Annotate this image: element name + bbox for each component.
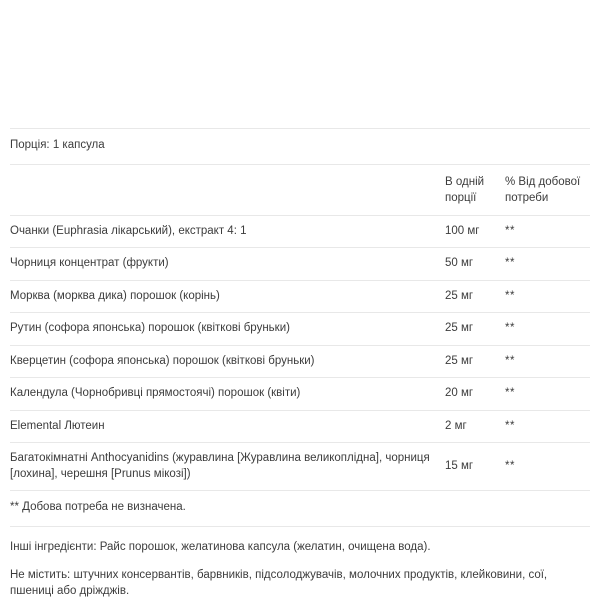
table-row [10,345,590,378]
table-row [10,313,590,346]
ingredient-name: Чорниця концентрат (фрукти) [10,248,445,281]
ingredient-name: Очанки (Euphrasia лікарський), екстракт 4: 1 [10,215,445,248]
column-header-name [10,164,445,215]
ingredient-amount: 20 мг [445,378,505,411]
serving-size-row [10,129,590,165]
table-row [10,215,590,248]
ingredient-amount: 25 мг [445,313,505,346]
ingredient-daily-value: ** [505,378,590,411]
table-row [10,280,590,313]
column-header-dv-label: % Від добової потреби [505,175,581,204]
column-header-dv [505,164,590,215]
supplement-facts-table [10,128,590,527]
ingredient-amount: 2 мг [445,410,505,443]
ingredient-amount: 25 мг [445,345,505,378]
ingredient-amount: 50 мг [445,248,505,281]
ingredient-amount: 100 мг [445,215,505,248]
table-header-row [10,164,590,215]
ingredient-daily-value: ** [505,313,590,346]
daily-value-footnote: ** Добова потреба не визначена. [10,491,590,527]
serving-size-text: Порція: 1 капсула [10,129,590,165]
ingredient-amount: 25 мг [445,280,505,313]
label-notes [10,539,590,600]
ingredient-daily-value: ** [505,345,590,378]
ingredient-daily-value: ** [505,248,590,281]
ingredient-name: Кверцетин (софора японська) порошок (квіткові бруньки) [10,345,445,378]
column-header-amount-label: В одній порції [445,175,485,204]
ingredient-amount: 15 мг [445,443,505,491]
table-row [10,248,590,281]
table-row [10,410,590,443]
ingredient-daily-value: ** [505,443,590,491]
ingredient-daily-value: ** [505,215,590,248]
ingredient-name: Календула (Чорнобривці прямостоячі) порошок (квіти) [10,378,445,411]
ingredient-daily-value: ** [505,280,590,313]
supplement-facts-body [10,129,590,527]
ingredient-name: Elemental Лютеин [10,410,445,443]
other-ingredients-text: Інші інгредієнти: Райс порошок, желатинова капсула (желатин, очищена вода). [10,540,431,553]
ingredient-daily-value: ** [505,410,590,443]
ingredient-name: Морква (морква дика) порошок (корінь) [10,280,445,313]
ingredient-name: Багатокімнатні Anthocyanidins (журавлина [Журавлина великоплідна], чорниця [лохина], черешня [Prunus мікозі]) [10,443,445,491]
column-header-amount [445,164,505,215]
daily-value-footnote-row [10,491,590,527]
free-from-text: Не містить: штучних консервантів, барвників, підсолоджувачів, молочних продуктів, клейковини, сої, пшениці або дріжджів. [10,568,548,598]
table-row [10,378,590,411]
ingredient-name: Рутин (софора японська) порошок (квіткові бруньки) [10,313,445,346]
table-row [10,443,590,491]
